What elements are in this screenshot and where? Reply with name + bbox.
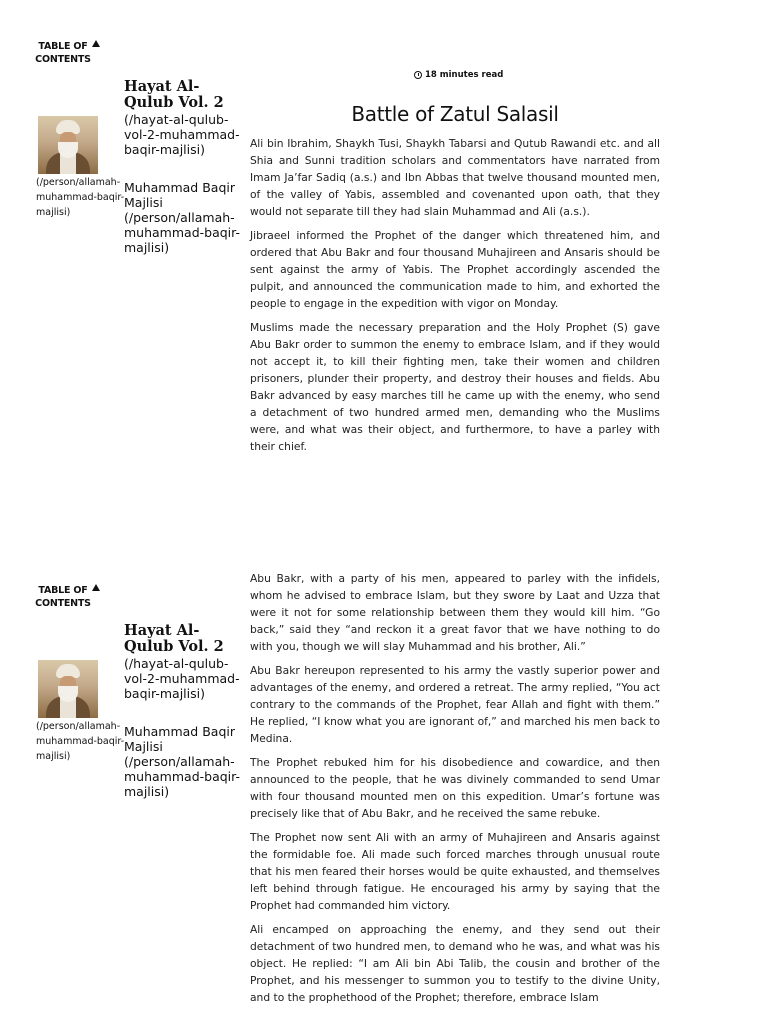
author-link[interactable]: Muhammad Baqir Majlisi (/person/allamah-muhammad-baqir-majlisi) — [124, 724, 240, 799]
table-of-contents-link[interactable] — [32, 584, 94, 610]
book-title[interactable]: Hayat Al-Qulub Vol. 2 — [124, 78, 224, 111]
clock-icon — [414, 71, 422, 79]
book-link[interactable]: (/hayat-al-qulub-vol-2-muhammad-baqir-majlisi) — [124, 112, 240, 157]
book-title[interactable]: Hayat Al-Qulub Vol. 2 — [124, 622, 224, 655]
author-image-link[interactable]: (/person/allamah-muhammad-baqir-majlisi) — [36, 721, 125, 762]
article-title: Battle of Zatul Salasil — [351, 102, 559, 126]
read-time — [414, 70, 503, 80]
article-body-page-2 — [250, 570, 660, 1013]
toc-label: TABLE OF CONTENTS — [35, 41, 91, 65]
author-portrait-icon[interactable] — [38, 116, 98, 174]
read-time-text: 18 minutes read — [425, 70, 504, 80]
paragraph: Ali encamped on approaching the enemy, and they send out their detachment of two hundred men, to demand who he was, and what was his object. He replied: “I am Ali bin Abi Talib, the cousin and brother of the Prophet, and his messenger to summon you to testify to the divine Unity, and to the prophethood of the Prophet; therefore, embrace Islam — [250, 923, 660, 1004]
paragraph: The Prophet rebuked him for his disobedience and cowardice, and then announced to the people, that he was divinely commanded to send Umar with four thousand mounted men on this expedition. Umar’s fortune was precisely like that of Abu Bakr, and he received the same rebuke. — [250, 756, 660, 820]
paragraph: Muslims made the necessary preparation and the Holy Prophet (S) gave Abu Bakr order to summon the enemy to embrace Islam, and if they would not accept it, to kill their fighting men, take their women and children prisoners, plunder their property, and destroy their houses and fields. Abu Bakr advanced by easy marches till he came up with the enemy, who send a detachment of two hundred armed men, demanding who the Muslims were, and what was their object, and furthermore, to have a parley with their chief. — [250, 321, 660, 453]
paragraph: The Prophet now sent Ali with an army of Muhajireen and Ansaris against the formidable foe. Ali made such forced marches through unusual route that his men feared their horses would be quite exhausted, and themselves left behind through fatigue. He encouraged his army by saying that the Prophet had commanded him victory. — [250, 831, 660, 912]
paragraph: Ali bin Ibrahim, Shaykh Tusi, Shaykh Tabarsi and Qutub Rawandi etc. and all Shia and Sunni tradition scholars and commentators have narrated from Imam Ja’far Sadiq (a.s.) and Ibn Abbas that twelve thousand mounted men, of the valley of Yabis, assembled and covenanted upon oath, that they would not separate till they had slain Muhammad and Ali (a.s.). — [250, 137, 660, 218]
toc-label: TABLE OF CONTENTS — [35, 585, 91, 609]
table-of-contents-link[interactable] — [32, 40, 94, 66]
paragraph: Abu Bakr, with a party of his men, appeared to parley with the infidels, whom he advised to embrace Islam, but they swore by Laat and Uzza that were it not for some relationship between them they would kill him. “Go back,” said they “and reckon it a great favor that we have nothing to do with you, though we will slay Muhammad and his brother, Ali.” — [250, 572, 660, 653]
book-link[interactable]: (/hayat-al-qulub-vol-2-muhammad-baqir-majlisi) — [124, 656, 240, 701]
author-portrait-icon[interactable] — [38, 660, 98, 718]
paragraph: Abu Bakr hereupon represented to his army the vastly superior power and advantages of the enemy, and ordered a retreat. The army replied, “You act contrary to the commands of the Prophet, fear Allah and fight with them.” He replied, “I know what you are ignorant of,” and marched his men back to Medina. — [250, 664, 660, 745]
author-image-link[interactable]: (/person/allamah-muhammad-baqir-majlisi) — [36, 177, 125, 218]
toc-arrow-icon — [92, 40, 100, 47]
article-body-page-1 — [250, 135, 660, 462]
toc-arrow-icon — [92, 584, 100, 591]
author-link[interactable]: Muhammad Baqir Majlisi (/person/allamah-muhammad-baqir-majlisi) — [124, 180, 240, 255]
paragraph: Jibraeel informed the Prophet of the danger which threatened him, and ordered that Abu Bakr and four thousand Muhajireen and Ansaris should be sent against the army of Yabis. The Prophet accordingly ascended the pulpit, and announced the communication made to him, and exhorted the people to engage in the expedition with vigor on Monday. — [250, 229, 660, 310]
